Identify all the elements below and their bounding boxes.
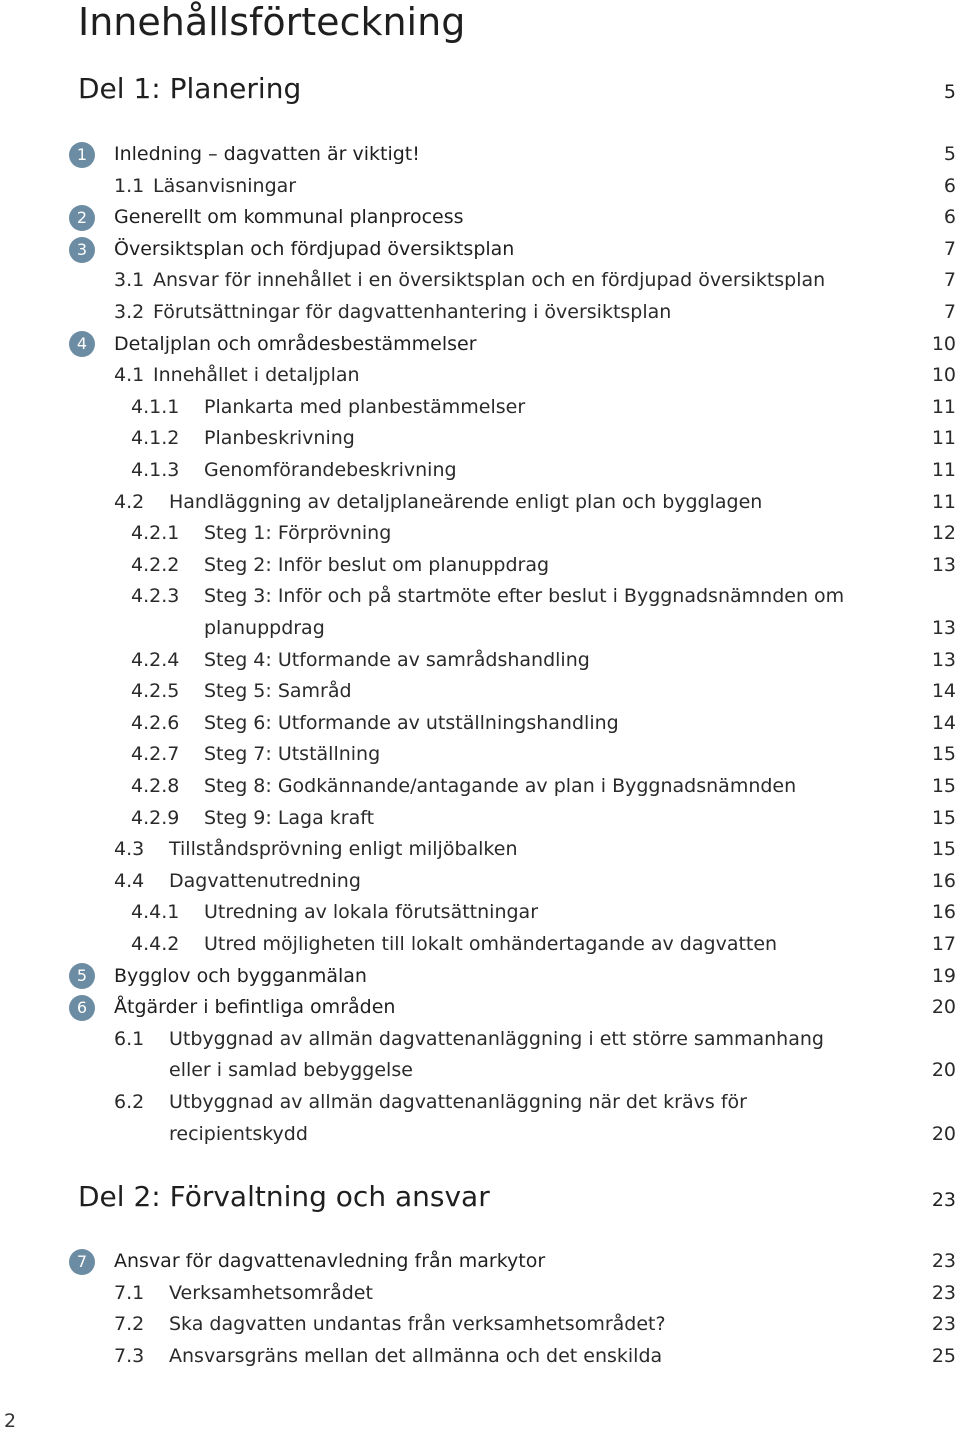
section-number: 4.4.1 [131, 901, 180, 924]
entry-page: 13 [931, 648, 956, 671]
entry-label: Dagvattenutredning [169, 869, 361, 892]
entry-page: 16 [931, 901, 956, 924]
entry-label: Utbyggnad av allmän dagvattenanläggning i ett större sammanhang [169, 1027, 824, 1050]
entry-label: Handläggning av detaljplaneärende enligt plan och bygglagen [169, 490, 763, 513]
entry-page: 15 [931, 806, 956, 829]
section-number: 4.3 [114, 838, 145, 861]
entry-label: Utred möjligheten till lokalt omhändertagande av dagvatten [204, 933, 778, 955]
section-number: 4.2.2 [131, 553, 180, 576]
toc-entry[interactable] [0, 834, 956, 866]
entry-page: 19 [931, 964, 956, 987]
part-heading-2 [78, 1176, 956, 1216]
toc-entry[interactable] [0, 1024, 956, 1056]
section-number: 7.1 [114, 1281, 145, 1304]
toc-entry[interactable] [0, 265, 956, 297]
toc-entry[interactable] [0, 455, 956, 487]
entry-page: 6 [943, 174, 956, 197]
toc-entry[interactable] [0, 1341, 956, 1373]
entry-page: 14 [931, 680, 956, 703]
part-page: 5 [943, 81, 956, 103]
entry-label: Steg 6: Utformande av utställningshandling [204, 711, 619, 734]
section-number: 4.2 [114, 490, 145, 513]
entry-page: 13 [931, 553, 956, 576]
entry-page: 20 [931, 996, 956, 1019]
toc-entry[interactable] [0, 171, 956, 203]
toc-entry[interactable] [0, 676, 956, 708]
entry-page: 15 [931, 743, 956, 766]
chapter-number-badge: 2 [69, 205, 95, 231]
entry-label: Steg 1: Förprövning [204, 522, 392, 545]
entry-label: Bygglov och bygganmälan [114, 964, 367, 987]
chapter-number-badge: 7 [69, 1249, 95, 1275]
section-number: 4.4 [114, 869, 145, 892]
section-number: 7.2 [114, 1313, 145, 1336]
part-heading-1 [78, 68, 956, 108]
entry-page: 20 [931, 1059, 956, 1082]
entry-label: Åtgärder i befintliga områden [114, 996, 396, 1019]
entry-label: Utredning av lokala förutsättningar [204, 901, 539, 924]
entry-label: Utbyggnad av allmän dagvattenanläggning när det krävs för [169, 1091, 747, 1113]
toc-entry[interactable] [0, 1119, 956, 1151]
entry-label: Generellt om kommunal planprocess [114, 206, 464, 229]
toc-entry[interactable] [0, 1309, 956, 1341]
entry-page: 15 [931, 838, 956, 861]
entry-page: 11 [931, 459, 956, 481]
toc-chapter-entry[interactable] [0, 139, 956, 171]
entry-label: Planbeskrivning [204, 427, 355, 450]
chapter-number-badge: 4 [69, 331, 95, 357]
section-number: 3.1 [114, 269, 145, 292]
toc-entry[interactable] [0, 897, 956, 929]
entry-label: recipientskydd [169, 1122, 308, 1145]
part-title: Del 2: Förvaltning och ansvar [78, 1179, 490, 1213]
toc-chapter-entry[interactable] [0, 961, 956, 993]
entry-label: Översiktsplan och fördjupad översiktsplan [114, 237, 515, 260]
toc-entry[interactable] [0, 645, 956, 677]
entry-page: 23 [931, 1281, 956, 1304]
toc-chapter-entry[interactable] [0, 234, 956, 266]
section-number: 3.2 [114, 301, 145, 323]
entry-page: 11 [931, 427, 956, 450]
section-number: 4.2.3 [131, 585, 180, 608]
page-number: 2 [4, 1410, 17, 1432]
entry-page: 20 [931, 1122, 956, 1145]
toc-entry[interactable] [0, 929, 956, 961]
entry-label: Plankarta med planbestämmelser [204, 395, 526, 418]
section-number: 4.1.3 [131, 459, 180, 481]
entry-label: eller i samlad bebyggelse [169, 1059, 413, 1082]
page-title: Innehållsförteckning [78, 0, 466, 44]
entry-label: Ansvar för innehållet i en översiktsplan och en fördjupad översiktsplan [153, 269, 826, 292]
entry-page: 23 [931, 1313, 956, 1336]
toc-entry[interactable] [0, 771, 956, 803]
entry-page: 16 [931, 869, 956, 892]
entry-label: Steg 2: Inför beslut om planuppdrag [204, 553, 550, 576]
toc-entry[interactable] [0, 297, 956, 329]
toc-chapter-entry[interactable] [0, 329, 956, 361]
entry-label: Genomförandebeskrivning [204, 459, 457, 481]
entry-label: Läsanvisningar [153, 174, 297, 197]
entry-page: 11 [931, 395, 956, 418]
toc-entry[interactable] [0, 360, 956, 392]
entry-page: 6 [943, 206, 956, 229]
section-number: 1.1 [114, 174, 145, 197]
toc-entry[interactable] [0, 708, 956, 740]
section-number: 4.1.1 [131, 395, 180, 418]
entry-page: 14 [931, 711, 956, 734]
entry-page: 17 [931, 933, 956, 955]
entry-page: 7 [943, 237, 956, 260]
entry-label: Verksamhetsområdet [169, 1281, 373, 1304]
section-number: 7.3 [114, 1344, 145, 1367]
toc-entry[interactable] [0, 581, 956, 613]
section-number: 4.4.2 [131, 933, 180, 955]
entry-label: Tillståndsprövning enligt miljöbalken [169, 838, 518, 861]
entry-label: Steg 3: Inför och på startmöte efter beslut i Byggnadsnämnden om [204, 585, 845, 608]
toc-entry[interactable] [0, 613, 956, 645]
toc-entry[interactable] [0, 392, 956, 424]
entry-page: 25 [931, 1344, 956, 1367]
toc-entry[interactable] [0, 550, 956, 582]
section-number: 4.2.7 [131, 743, 180, 766]
toc-entry[interactable] [0, 739, 956, 771]
entry-label: Ansvar för dagvattenavledning från markytor [114, 1250, 546, 1272]
entry-page: 12 [931, 522, 956, 545]
section-number: 4.2.9 [131, 806, 180, 829]
section-number: 4.2.5 [131, 680, 180, 703]
entry-page: 10 [931, 332, 956, 355]
toc-entry[interactable] [0, 866, 956, 898]
section-number: 4.2.1 [131, 522, 180, 545]
chapter-number-badge: 5 [69, 963, 95, 989]
entry-page: 10 [931, 364, 956, 387]
toc-chapter-entry[interactable] [0, 1246, 956, 1278]
entry-page: 11 [931, 490, 956, 513]
entry-label: Ansvarsgräns mellan det allmänna och det enskilda [169, 1344, 663, 1367]
entry-label: Innehållet i detaljplan [153, 364, 360, 387]
entry-page: 15 [931, 775, 956, 797]
entry-label: Detaljplan och områdesbestämmelser [114, 332, 477, 355]
toc-entry[interactable] [0, 487, 956, 519]
toc-entry[interactable] [0, 803, 956, 835]
entry-label: Steg 7: Utställning [204, 743, 381, 766]
section-number: 6.2 [114, 1091, 145, 1113]
toc-entry[interactable] [0, 423, 956, 455]
toc-entry[interactable] [0, 1278, 956, 1310]
entry-label: Förutsättningar för dagvattenhantering i översiktsplan [153, 301, 672, 323]
toc-chapter-entry[interactable] [0, 202, 956, 234]
entry-label: planuppdrag [204, 617, 325, 639]
toc-entry[interactable] [0, 1055, 956, 1087]
entry-label: Steg 4: Utformande av samrådshandling [204, 648, 590, 671]
section-number: 4.2.6 [131, 711, 180, 734]
entry-label: Steg 9: Laga kraft [204, 806, 375, 829]
section-number: 4.2.8 [131, 775, 180, 797]
entry-label: Steg 8: Godkännande/antagande av plan i Byggnadsnämnden [204, 775, 797, 797]
entry-label: Steg 5: Samråd [204, 680, 352, 703]
section-number: 4.2.4 [131, 648, 180, 671]
entry-page: 7 [943, 269, 956, 292]
section-number: 4.1 [114, 364, 145, 387]
entry-page: 5 [943, 143, 956, 165]
entry-label: Inledning – dagvatten är viktigt! [114, 143, 420, 165]
toc-entry[interactable] [0, 1087, 956, 1119]
toc-chapter-entry[interactable] [0, 992, 956, 1024]
chapter-number-badge: 3 [69, 237, 95, 263]
toc-entry[interactable] [0, 518, 956, 550]
entry-page: 7 [943, 301, 956, 323]
section-number: 6.1 [114, 1027, 145, 1050]
part-page: 23 [931, 1189, 956, 1211]
entry-page: 23 [931, 1250, 956, 1272]
chapter-number-badge: 1 [69, 142, 95, 168]
part-title: Del 1: Planering [78, 71, 302, 105]
entry-page: 13 [931, 617, 956, 639]
entry-label: Ska dagvatten undantas från verksamhetsområdet? [169, 1313, 666, 1336]
section-number: 4.1.2 [131, 427, 180, 450]
chapter-number-badge: 6 [69, 995, 95, 1021]
